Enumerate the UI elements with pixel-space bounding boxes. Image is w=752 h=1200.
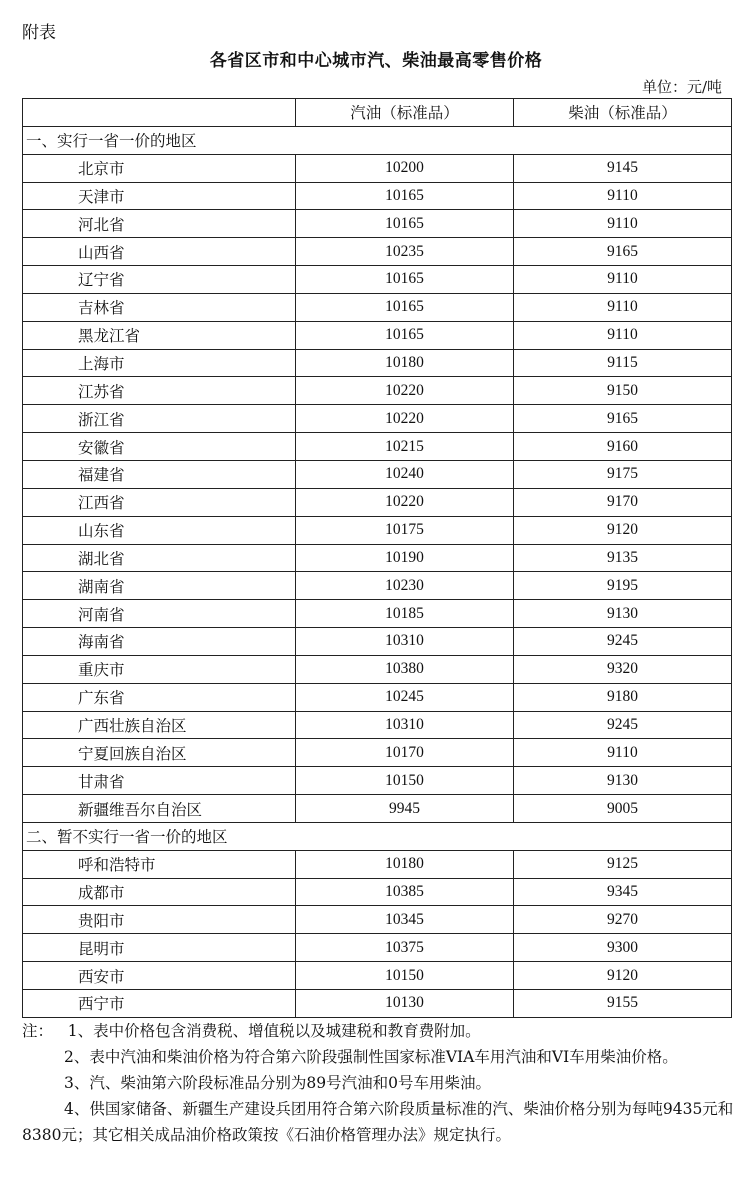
gasoline-price: 10375 [296,934,514,962]
price-table [22,98,732,1018]
diesel-price: 9120 [514,516,732,544]
table-row [23,795,732,823]
header-diesel: 柴油（标准品） [514,99,732,127]
diesel-price: 9120 [514,962,732,990]
diesel-price: 9145 [514,154,732,182]
gasoline-price: 10165 [296,182,514,210]
region-name: 广西壮族自治区 [23,711,296,739]
gasoline-price: 10165 [296,210,514,238]
region-name: 黑龙江省 [23,321,296,349]
diesel-price: 9155 [514,990,732,1018]
table-row [23,711,732,739]
table-row [23,906,732,934]
gasoline-price: 10310 [296,711,514,739]
table-row [23,962,732,990]
gasoline-price: 10230 [296,572,514,600]
table-row [23,544,732,572]
region-name: 湖南省 [23,572,296,600]
gasoline-price: 10165 [296,266,514,294]
page-title: 各省区市和中心城市汽、柴油最高零售价格 [209,51,543,71]
table-row [23,628,732,656]
region-name: 甘肃省 [23,767,296,795]
table-row [23,182,732,210]
diesel-price: 9170 [514,488,732,516]
gasoline-price: 10380 [296,655,514,683]
region-name: 浙江省 [23,405,296,433]
region-name: 安徽省 [23,433,296,461]
diesel-price: 9110 [514,266,732,294]
diesel-price: 9180 [514,683,732,711]
region-name: 江苏省 [23,377,296,405]
diesel-price: 9150 [514,377,732,405]
gasoline-price: 10385 [296,878,514,906]
diesel-price: 9110 [514,182,732,210]
region-name: 天津市 [23,182,296,210]
table-row [23,238,732,266]
table-row [23,293,732,321]
table-row [23,488,732,516]
note-item-4: 4、供国家储备、新疆生产建设兵团用符合第六阶段质量标准的汽、柴油价格分别为每吨9435元和8380元；其它相关成品油价格政策按《石油价格管理办法》规定执行。 [22,1100,734,1144]
diesel-price: 9125 [514,850,732,878]
gasoline-price: 9945 [296,795,514,823]
region-name: 山西省 [23,238,296,266]
gasoline-price: 10190 [296,544,514,572]
table-row [23,405,732,433]
note-item-1: 注： 1、表中价格包含消费税、增值税以及城建税和教育费附加。 [22,1022,481,1040]
region-name: 湖北省 [23,544,296,572]
table-row [23,683,732,711]
diesel-price: 9130 [514,600,732,628]
region-name: 呼和浩特市 [23,850,296,878]
gasoline-price: 10220 [296,405,514,433]
gasoline-price: 10175 [296,516,514,544]
table-row [23,460,732,488]
diesel-price: 9245 [514,628,732,656]
table-body [23,126,732,1017]
diesel-price: 9270 [514,906,732,934]
region-name: 成都市 [23,878,296,906]
table-row [23,377,732,405]
region-name: 河北省 [23,210,296,238]
diesel-price: 9245 [514,711,732,739]
region-name: 海南省 [23,628,296,656]
table-row [23,850,732,878]
table-row [23,934,732,962]
table-row [23,767,732,795]
table-row [23,154,732,182]
region-name: 新疆维吾尔自治区 [23,795,296,823]
gasoline-price: 10185 [296,600,514,628]
region-name: 北京市 [23,154,296,182]
region-name: 辽宁省 [23,266,296,294]
gasoline-price: 10220 [296,488,514,516]
header-gasoline: 汽油（标准品） [296,99,514,127]
table-row [23,572,732,600]
region-name: 山东省 [23,516,296,544]
notes [22,1018,734,1148]
diesel-price: 9130 [514,767,732,795]
gasoline-price: 10215 [296,433,514,461]
table-row [23,739,732,767]
note-item-2: 2、表中汽油和柴油价格为符合第六阶段强制性国家标准VIA车用汽油和VI车用柴油价格。 [64,1048,678,1066]
region-name: 西安市 [23,962,296,990]
diesel-price: 9345 [514,878,732,906]
gasoline-price: 10165 [296,293,514,321]
table-row [23,878,732,906]
diesel-price: 9135 [514,544,732,572]
table-row [23,516,732,544]
diesel-price: 9110 [514,321,732,349]
region-name: 江西省 [23,488,296,516]
table-row [23,990,732,1018]
region-name: 广东省 [23,683,296,711]
table-row [23,655,732,683]
diesel-price: 9110 [514,210,732,238]
gasoline-price: 10150 [296,767,514,795]
diesel-price: 9165 [514,238,732,266]
diesel-price: 9115 [514,349,732,377]
region-name: 贵阳市 [23,906,296,934]
gasoline-price: 10240 [296,460,514,488]
region-name: 福建省 [23,460,296,488]
diesel-price: 9110 [514,739,732,767]
table-row [23,266,732,294]
gasoline-price: 10200 [296,154,514,182]
gasoline-price: 10220 [296,377,514,405]
diesel-price: 9175 [514,460,732,488]
unit-label: 单位：元/吨 [641,78,722,96]
region-name: 宁夏回族自治区 [23,739,296,767]
section-title: 二、暂不实行一省一价的地区 [23,822,732,850]
diesel-price: 9195 [514,572,732,600]
table-row [23,600,732,628]
diesel-price: 9110 [514,293,732,321]
gasoline-price: 10165 [296,321,514,349]
region-name: 上海市 [23,349,296,377]
section-row [23,126,732,154]
header-region [23,99,296,127]
notes-prefix: 注： [22,1022,54,1040]
section-title: 一、实行一省一价的地区 [23,126,732,154]
gasoline-price: 10170 [296,739,514,767]
gasoline-price: 10310 [296,628,514,656]
region-name: 吉林省 [23,293,296,321]
region-name: 河南省 [23,600,296,628]
region-name: 西宁市 [23,990,296,1018]
gasoline-price: 10150 [296,962,514,990]
diesel-price: 9160 [514,433,732,461]
section-row [23,822,732,850]
gasoline-price: 10345 [296,906,514,934]
attachment-label: 附表 [22,23,56,43]
diesel-price: 9005 [514,795,732,823]
diesel-price: 9300 [514,934,732,962]
table-row [23,433,732,461]
table-row [23,349,732,377]
gasoline-price: 10235 [296,238,514,266]
diesel-price: 9320 [514,655,732,683]
table-header-row [23,99,732,127]
gasoline-price: 10180 [296,349,514,377]
gasoline-price: 10180 [296,850,514,878]
table-row [23,210,732,238]
note-item-3: 3、汽、柴油第六阶段标准品分别为89号汽油和0号车用柴油。 [64,1074,491,1092]
region-name: 昆明市 [23,934,296,962]
region-name: 重庆市 [23,655,296,683]
diesel-price: 9165 [514,405,732,433]
gasoline-price: 10245 [296,683,514,711]
table-row [23,321,732,349]
gasoline-price: 10130 [296,990,514,1018]
